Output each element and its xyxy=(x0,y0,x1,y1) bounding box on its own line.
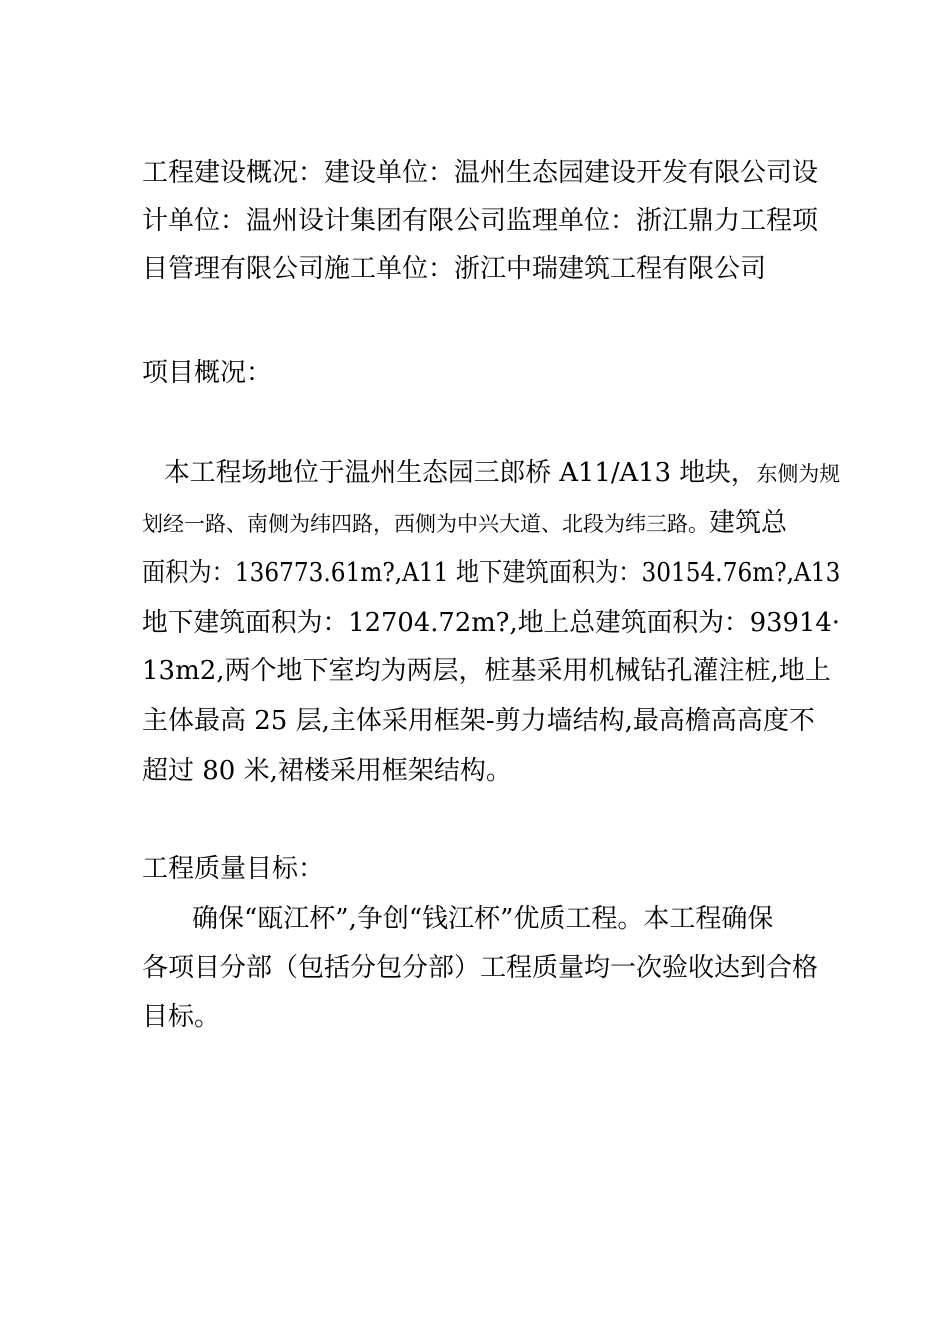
project-line-3: 面积为：136773.61m?,A11 地下建筑面积为：30154.76m?,A13 xyxy=(142,558,841,588)
overview-line-3: 目管理有限公司施工单位：浙江中瑞建筑工程有限公司 xyxy=(142,254,767,284)
overview-line-2: 计单位：温州设计集团有限公司监理单位：浙江鼎力工程项 xyxy=(142,206,819,236)
project-line-4: 地下建筑面积为：12704.72m?,地上总建筑面积为：93914· xyxy=(142,608,840,638)
project-line-1-small: 东侧为规 xyxy=(756,462,841,486)
project-line-1-main: 本工程场地位于温州生态园三郎桥 A11/A13 地块， xyxy=(164,458,757,488)
project-line-1 xyxy=(164,460,840,486)
quality-target-heading: 工程质量目标： xyxy=(142,854,325,884)
project-line-6: 主体最高 25 层,主体采用框架-剪力墙结构,最高檐高高度不 xyxy=(142,706,815,736)
project-overview-heading: 项目概况： xyxy=(142,358,273,388)
quality-line-3: 目标。 xyxy=(142,1002,221,1032)
project-line-7: 超过 80 米,裙楼采用框架结构。 xyxy=(142,756,512,786)
project-line-2-small: 划经一路、南侧为纬四路，西侧为中兴大道、北段为纬三路。 xyxy=(142,512,709,536)
project-line-2 xyxy=(142,510,787,536)
overview-line-1: 工程建设概况：建设单位：温州生态园建设开发有限公司设 xyxy=(142,158,819,188)
project-line-2-main: 建筑总 xyxy=(709,508,788,538)
quality-line-1: 确保“瓯江杯”,争创“钱江杯”优质工程。本工程确保 xyxy=(192,904,774,934)
quality-line-2: 各项目分部（包括分包分部）工程质量均一次验收达到合格 xyxy=(142,953,819,983)
project-line-5: 13m2,两个地下室均为两层，桩基采用机械钻孔灌注桩,地上 xyxy=(142,656,831,686)
